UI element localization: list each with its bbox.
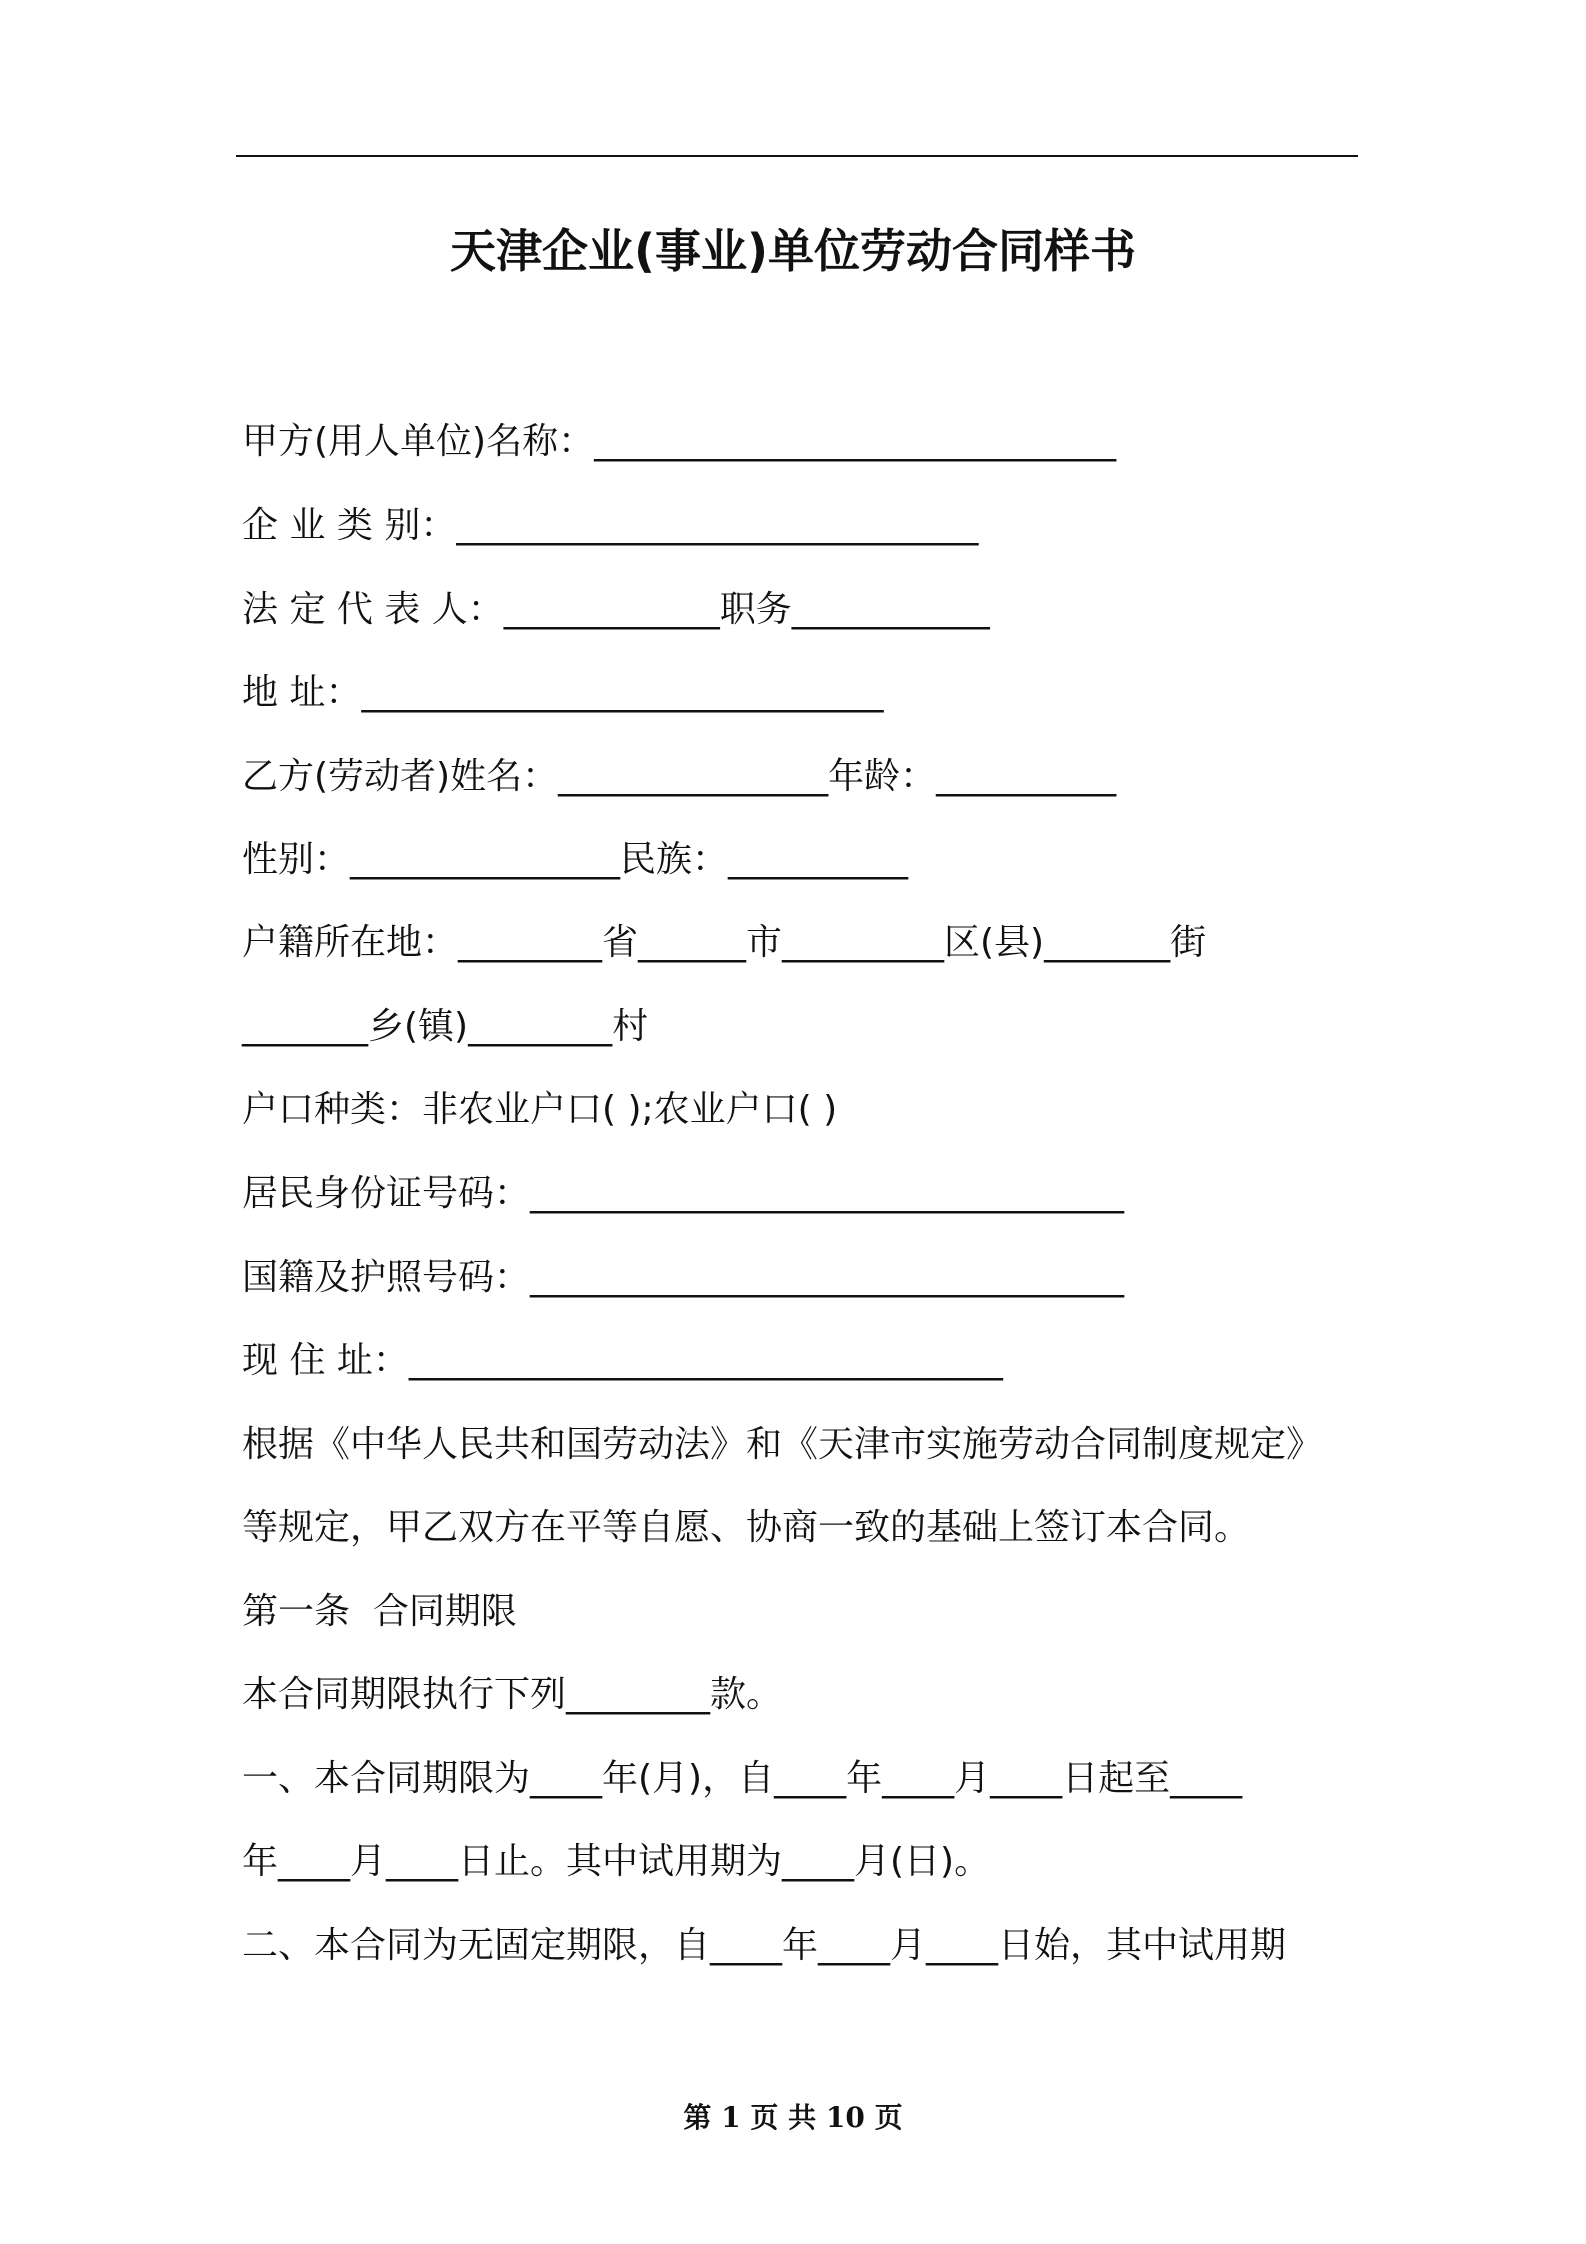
line-gender-ethnicity: 性别：_______________民族：__________ <box>242 839 909 880</box>
line-household-type: 户口种类：非农业户口( );农业户口( ) <box>242 1089 838 1130</box>
header-rule <box>236 155 1358 157</box>
clause-one-line2: 年____月____日止。其中试用期为____月(日)。 <box>242 1841 991 1882</box>
clause-two-line1: 二、本合同为无固定期限，自____年____月____日始，其中试用期 <box>242 1925 1287 1966</box>
paragraph-basis-line2: 等规定，甲乙双方在平等自愿、协商一致的基础上签订本合同。 <box>242 1507 1251 1548</box>
line-household-registration: 户籍所在地：________省______市_________区(县)_______街 <box>242 922 1207 963</box>
paragraph-basis-line1: 根据《中华人民共和国劳动法》和《天津市实施劳动合同制度规定》 <box>242 1424 1323 1465</box>
line-current-address: 现 住 址：_________________________________ <box>242 1340 1003 1381</box>
article-one-intro: 本合同期限执行下列________款。 <box>242 1674 783 1715</box>
line-employer-address: 地 址：_____________________________ <box>242 672 884 713</box>
document-title: 天津企业(事业)单位劳动合同样书 <box>449 224 1137 278</box>
line-id-number: 居民身份证号码：_________________________________ <box>242 1173 1125 1214</box>
article-one-heading: 第一条 合同期限 <box>242 1591 517 1632</box>
clause-one-line1: 一、本合同期限为____年(月)，自____年____月____日起至____ <box>242 1758 1243 1799</box>
line-legal-representative: 法 定 代 表 人：____________职务___________ <box>242 589 990 630</box>
line-enterprise-type: 企 业 类 别：_____________________________ <box>242 505 979 546</box>
line-employer-name: 甲方(用人单位)名称：_____________________________ <box>242 421 1117 462</box>
line-employee-name-age: 乙方(劳动者)姓名：_______________年龄：__________ <box>242 756 1117 797</box>
page-number-footer: 第 1 页 共 10 页 <box>683 2101 903 2134</box>
line-household-registration-cont: _______乡(镇)________村 <box>242 1006 649 1047</box>
line-nationality-passport: 国籍及护照号码：_________________________________ <box>242 1257 1125 1298</box>
